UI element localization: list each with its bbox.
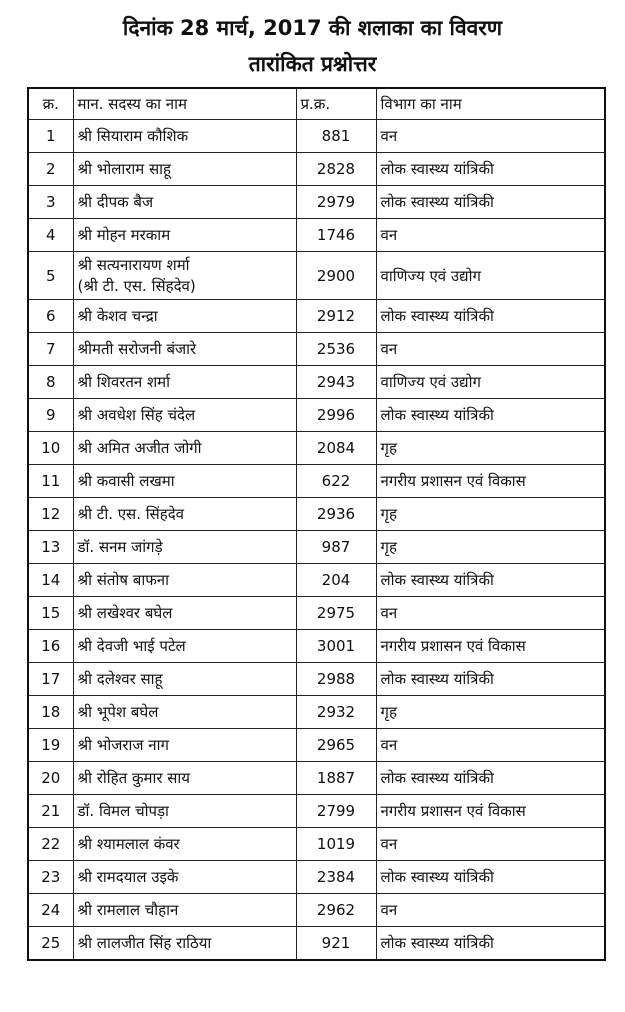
question-number-cell: 2943 bbox=[296, 366, 376, 399]
department-cell: लोक स्वास्थ्य यांत्रिकी bbox=[376, 186, 605, 219]
question-number-cell: 2932 bbox=[296, 696, 376, 729]
serial-number-cell: 20 bbox=[28, 762, 73, 795]
table-row bbox=[28, 333, 605, 366]
member-name-note: (श्री टी. एस. सिंहदेव) bbox=[77, 276, 196, 295]
page-title: दिनांक 28 मार्च, 2017 की शलाका का विवरण bbox=[122, 16, 503, 40]
serial-number-cell: 2 bbox=[28, 153, 73, 186]
department-cell: वन bbox=[376, 219, 605, 252]
department-cell: वाणिज्य एवं उद्योग bbox=[376, 252, 605, 300]
question-number-cell: 1019 bbox=[296, 828, 376, 861]
table-row bbox=[28, 795, 605, 828]
department-cell: गृह bbox=[376, 696, 605, 729]
department-cell: लोक स्वास्थ्य यांत्रिकी bbox=[376, 564, 605, 597]
department-cell: वन bbox=[376, 597, 605, 630]
serial-number-cell: 3 bbox=[28, 186, 73, 219]
serial-number-cell: 19 bbox=[28, 729, 73, 762]
member-name-cell: डॉ. सनम जांगड़े bbox=[73, 531, 296, 564]
department-cell: लोक स्वास्थ्य यांत्रिकी bbox=[376, 399, 605, 432]
table-row bbox=[28, 828, 605, 861]
question-number-cell: 2900 bbox=[296, 252, 376, 300]
table-row bbox=[28, 399, 605, 432]
question-number-cell: 3001 bbox=[296, 630, 376, 663]
member-name-cell: श्री सियाराम कौशिक bbox=[73, 120, 296, 153]
question-number-cell: 2962 bbox=[296, 894, 376, 927]
department-cell: वन bbox=[376, 894, 605, 927]
member-name-cell: श्री संतोष बाफना bbox=[73, 564, 296, 597]
table-row bbox=[28, 861, 605, 894]
serial-number-cell: 25 bbox=[28, 927, 73, 961]
column-header-department: विभाग का नाम bbox=[376, 88, 605, 120]
question-number-cell: 2996 bbox=[296, 399, 376, 432]
member-name-cell: श्री देवजी भाई पटेल bbox=[73, 630, 296, 663]
question-number-cell: 2799 bbox=[296, 795, 376, 828]
column-header-question-number: प्र.क्र. bbox=[296, 88, 376, 120]
member-name-cell: श्री कवासी लखमा bbox=[73, 465, 296, 498]
table-row bbox=[28, 531, 605, 564]
serial-number-cell: 23 bbox=[28, 861, 73, 894]
member-name-cell: श्री लखेश्वर बघेल bbox=[73, 597, 296, 630]
question-number-cell: 987 bbox=[296, 531, 376, 564]
member-name-cell: श्री अमित अजीत जोगी bbox=[73, 432, 296, 465]
question-number-cell: 2084 bbox=[296, 432, 376, 465]
member-name-cell: श्री रोहित कुमार साय bbox=[73, 762, 296, 795]
question-number-cell: 2979 bbox=[296, 186, 376, 219]
column-header-member-name: मान. सदस्य का नाम bbox=[73, 88, 296, 120]
table-row bbox=[28, 366, 605, 399]
department-cell: वन bbox=[376, 120, 605, 153]
table-row bbox=[28, 153, 605, 186]
serial-number-cell: 11 bbox=[28, 465, 73, 498]
member-name-cell bbox=[73, 252, 296, 300]
question-number-cell: 2912 bbox=[296, 300, 376, 333]
table-row bbox=[28, 927, 605, 961]
department-cell: गृह bbox=[376, 432, 605, 465]
member-name-cell: डॉ. विमल चोपड़ा bbox=[73, 795, 296, 828]
member-name-cell: श्री रामलाल चौहान bbox=[73, 894, 296, 927]
department-cell: लोक स्वास्थ्य यांत्रिकी bbox=[376, 762, 605, 795]
department-cell: लोक स्वास्थ्य यांत्रिकी bbox=[376, 153, 605, 186]
serial-number-cell: 9 bbox=[28, 399, 73, 432]
serial-number-cell: 4 bbox=[28, 219, 73, 252]
table-row bbox=[28, 729, 605, 762]
table-row bbox=[28, 432, 605, 465]
member-name-cell: श्री टी. एस. सिंहदेव bbox=[73, 498, 296, 531]
serial-number-cell: 16 bbox=[28, 630, 73, 663]
question-number-cell: 2965 bbox=[296, 729, 376, 762]
serial-number-cell: 7 bbox=[28, 333, 73, 366]
member-name-cell: श्री मोहन मरकाम bbox=[73, 219, 296, 252]
member-name-cell: श्री रामदयाल उइके bbox=[73, 861, 296, 894]
department-cell: नगरीय प्रशासन एवं विकास bbox=[376, 465, 605, 498]
department-cell: गृह bbox=[376, 531, 605, 564]
serial-number-cell: 10 bbox=[28, 432, 73, 465]
member-name-cell: श्री भूपेश बघेल bbox=[73, 696, 296, 729]
department-cell: गृह bbox=[376, 498, 605, 531]
serial-number-cell: 14 bbox=[28, 564, 73, 597]
department-cell: लोक स्वास्थ्य यांत्रिकी bbox=[376, 300, 605, 333]
table-row bbox=[28, 120, 605, 153]
column-header-serial: क्र. bbox=[28, 88, 73, 120]
table-row bbox=[28, 762, 605, 795]
serial-number-cell: 18 bbox=[28, 696, 73, 729]
department-cell: नगरीय प्रशासन एवं विकास bbox=[376, 795, 605, 828]
member-name-cell: श्री अवधेश सिंह चंदेल bbox=[73, 399, 296, 432]
question-number-cell: 2988 bbox=[296, 663, 376, 696]
member-name-cell: श्री भोजराज नाग bbox=[73, 729, 296, 762]
table-row bbox=[28, 696, 605, 729]
serial-number-cell: 21 bbox=[28, 795, 73, 828]
member-name-cell: श्री केशव चन्द्रा bbox=[73, 300, 296, 333]
question-number-cell: 2828 bbox=[296, 153, 376, 186]
table-row bbox=[28, 300, 605, 333]
member-name-cell: श्री श्यामलाल कंवर bbox=[73, 828, 296, 861]
member-name-cell: श्रीमती सरोजनी बंजारे bbox=[73, 333, 296, 366]
department-cell: लोक स्वास्थ्य यांत्रिकी bbox=[376, 861, 605, 894]
question-number-cell: 2936 bbox=[296, 498, 376, 531]
question-number-cell: 1746 bbox=[296, 219, 376, 252]
table-row bbox=[28, 663, 605, 696]
page-subtitle: तारांकित प्रश्नोत्तर bbox=[248, 52, 377, 76]
serial-number-cell: 5 bbox=[28, 252, 73, 300]
table-row bbox=[28, 252, 605, 300]
department-cell: नगरीय प्रशासन एवं विकास bbox=[376, 630, 605, 663]
serial-number-cell: 17 bbox=[28, 663, 73, 696]
member-name-cell: श्री भोलाराम साहू bbox=[73, 153, 296, 186]
member-question-table bbox=[27, 87, 606, 961]
serial-number-cell: 22 bbox=[28, 828, 73, 861]
question-number-cell: 622 bbox=[296, 465, 376, 498]
serial-number-cell: 15 bbox=[28, 597, 73, 630]
member-name-cell: श्री शिवरतन शर्मा bbox=[73, 366, 296, 399]
question-number-cell: 1887 bbox=[296, 762, 376, 795]
department-cell: वन bbox=[376, 333, 605, 366]
table-row bbox=[28, 564, 605, 597]
serial-number-cell: 8 bbox=[28, 366, 73, 399]
serial-number-cell: 24 bbox=[28, 894, 73, 927]
table-row bbox=[28, 219, 605, 252]
serial-number-cell: 6 bbox=[28, 300, 73, 333]
table-row bbox=[28, 630, 605, 663]
question-number-cell: 204 bbox=[296, 564, 376, 597]
question-number-cell: 921 bbox=[296, 927, 376, 961]
table-row bbox=[28, 498, 605, 531]
table-row bbox=[28, 465, 605, 498]
table-row bbox=[28, 894, 605, 927]
question-number-cell: 2384 bbox=[296, 861, 376, 894]
department-cell: लोक स्वास्थ्य यांत्रिकी bbox=[376, 663, 605, 696]
department-cell: वन bbox=[376, 828, 605, 861]
department-cell: वाणिज्य एवं उद्योग bbox=[376, 366, 605, 399]
member-name-cell: श्री दीपक बैज bbox=[73, 186, 296, 219]
department-cell: वन bbox=[376, 729, 605, 762]
serial-number-cell: 13 bbox=[28, 531, 73, 564]
serial-number-cell: 12 bbox=[28, 498, 73, 531]
question-number-cell: 2975 bbox=[296, 597, 376, 630]
table-row bbox=[28, 597, 605, 630]
table-header-row bbox=[28, 88, 605, 120]
member-name-cell: श्री दलेश्वर साहू bbox=[73, 663, 296, 696]
question-number-cell: 2536 bbox=[296, 333, 376, 366]
department-cell: लोक स्वास्थ्य यांत्रिकी bbox=[376, 927, 605, 961]
serial-number-cell: 1 bbox=[28, 120, 73, 153]
member-name-cell: श्री लालजीत सिंह राठिया bbox=[73, 927, 296, 961]
table-body bbox=[28, 120, 605, 961]
member-name-line: श्री सत्यनारायण शर्मा bbox=[77, 255, 190, 274]
question-number-cell: 881 bbox=[296, 120, 376, 153]
table-row bbox=[28, 186, 605, 219]
